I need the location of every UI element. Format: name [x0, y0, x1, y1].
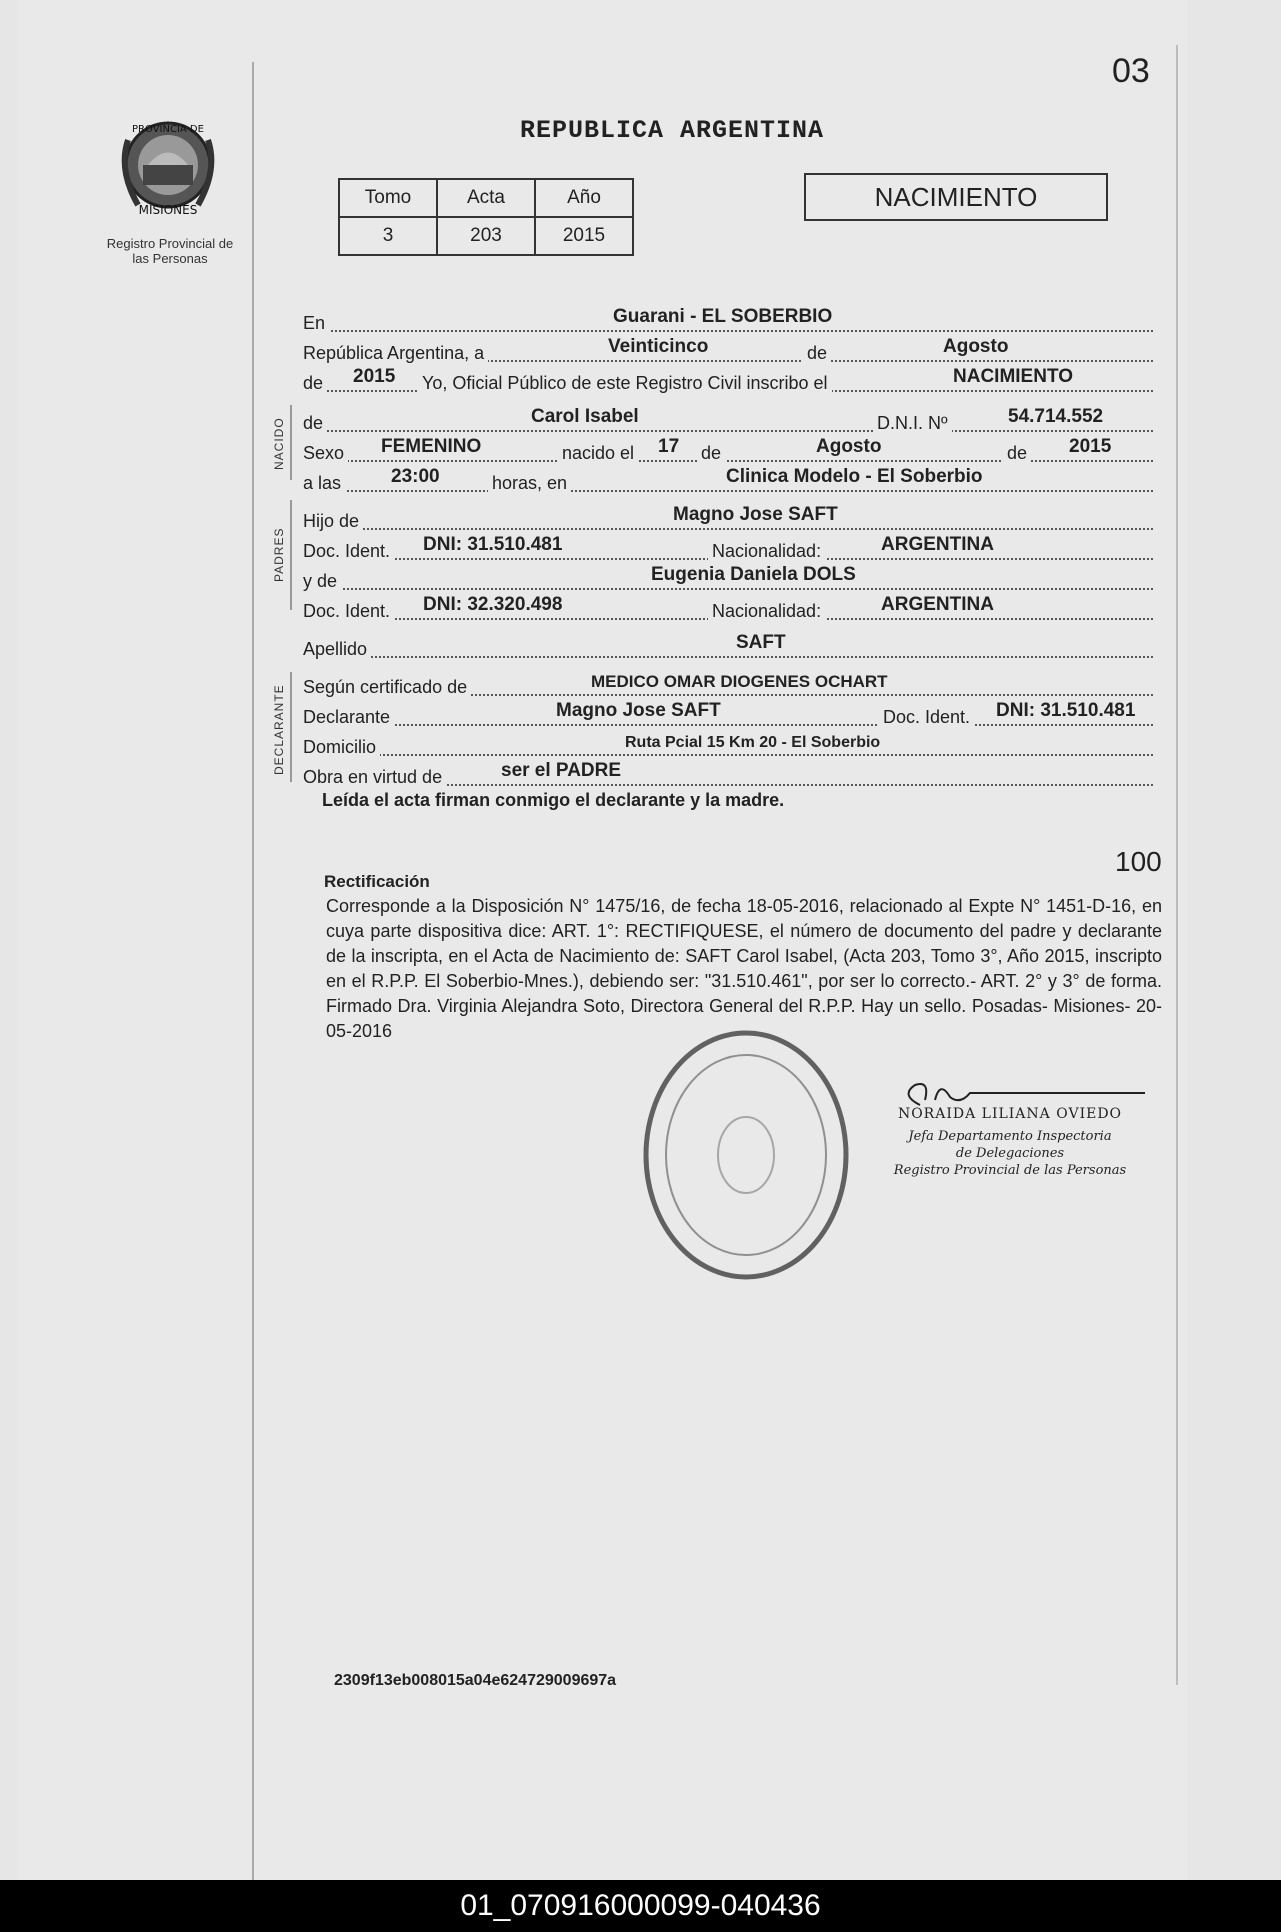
label-mother-nat: Nacionalidad: — [708, 601, 825, 622]
value-dni: 54.714.552 — [1008, 406, 1104, 427]
header-ano: Año — [535, 179, 633, 217]
label-mother-doc: Doc. Ident. — [303, 601, 394, 622]
value-sexo: FEMENINO — [381, 436, 482, 457]
header-acta: Acta — [437, 179, 535, 217]
document-hash: 2309f13eb008015a04e624729009697a — [334, 1672, 617, 1689]
label-republica: República Argentina, a — [303, 343, 488, 364]
value-birth-year: 2015 — [1069, 436, 1112, 457]
signatory-role-line2: de Delegaciones — [955, 1146, 1065, 1161]
value-father-nat: ARGENTINA — [881, 534, 994, 555]
label-certificado: Según certificado de — [303, 677, 471, 698]
signatory-role-line3: Registro Provincial de las Personas — [893, 1163, 1127, 1178]
row-time — [303, 460, 1153, 492]
value-father: Magno Jose SAFT — [673, 504, 838, 525]
label-sexo: Sexo — [303, 443, 348, 464]
value-surname: SAFT — [736, 632, 786, 653]
row-sexo — [303, 430, 1153, 462]
value-father-doc: DNI: 31.510.481 — [423, 534, 563, 555]
emblem-top-text: PROVINCIA DE — [132, 124, 204, 135]
value-decl-doc: DNI: 31.510.481 — [996, 700, 1136, 721]
label-hijo: Hijo de — [303, 511, 363, 532]
label-horas: horas, en — [488, 473, 571, 494]
annotation-number: 100 — [1115, 846, 1162, 877]
value-place: Clinica Modelo - El Soberbio — [726, 466, 983, 487]
row-yde — [303, 558, 1153, 590]
label-de: de — [803, 343, 831, 364]
left-margin-line — [252, 62, 254, 1880]
row-obra — [303, 754, 1153, 786]
value-declarante: Magno Jose SAFT — [556, 700, 721, 721]
label-en: En — [303, 313, 329, 334]
value-event: NACIMIENTO — [953, 366, 1073, 387]
document-title: REPUBLICA ARGENTINA — [520, 116, 825, 145]
row-year — [303, 360, 1153, 392]
value-tomo: 3 — [339, 217, 437, 255]
label-father-nat: Nacionalidad: — [708, 541, 825, 562]
right-margin-line — [1176, 45, 1178, 1685]
logo-caption: Registro Provincial de las Personas — [106, 236, 234, 266]
signatory-role-line1: Jefa Departamento Inspectoria — [908, 1129, 1112, 1144]
value-name: Carol Isabel — [531, 406, 639, 427]
value-birth-month: Agosto — [816, 436, 882, 457]
value-time: 23:00 — [391, 466, 440, 487]
value-mother-nat: ARGENTINA — [881, 594, 994, 615]
nacido-section-label: NACIDO — [272, 417, 286, 470]
signatory-role — [860, 1128, 1160, 1179]
label-obra: Obra en virtud de — [303, 767, 446, 788]
header-tomo: Tomo — [339, 179, 437, 217]
label-yde: y de — [303, 571, 341, 592]
row-en — [303, 300, 1153, 332]
row-father-doc — [303, 528, 1153, 560]
label-father-doc: Doc. Ident. — [303, 541, 394, 562]
nacido-section-bar — [290, 405, 292, 480]
value-acta: 203 — [437, 217, 535, 255]
scan-footer-id: 01_070916000099-040436 — [0, 1880, 1281, 1932]
label-alas: a las — [303, 473, 345, 494]
page-number: 03 — [1112, 52, 1150, 90]
padres-section-label: PADRES — [272, 527, 286, 582]
padres-section-bar — [290, 500, 292, 610]
coat-of-arms-logo — [108, 110, 228, 235]
row-domicilio — [303, 724, 1153, 756]
label-dni: D.N.I. Nº — [873, 413, 952, 434]
value-month: Agosto — [943, 336, 1009, 357]
registry-table — [338, 178, 634, 256]
row-mother-doc — [303, 588, 1153, 620]
value-mother: Eugenia Daniela DOLS — [651, 564, 856, 585]
value-mother-doc: DNI: 32.320.498 — [423, 594, 563, 615]
rectification-title: Rectificación — [324, 872, 430, 891]
value-ano: 2015 — [535, 217, 633, 255]
label-oficial: Yo, Oficial Público de este Registro Civil inscribo el — [418, 373, 832, 394]
emblem-bottom-text: MISIONES — [138, 203, 198, 217]
value-certificate: MEDICO OMAR DIOGENES OCHART — [591, 672, 888, 691]
value-year: 2015 — [353, 366, 396, 387]
label-birth-de: de — [697, 443, 725, 464]
row-hijo — [303, 498, 1153, 530]
rectification-body: Corresponde a la Disposición N° 1475/16, de fecha 18-05-2016, relacionado al Expte N° 1451-D-16, en cuya parte dispositiva dice: ART. 1°: RECTIFIQUESE, el número de documento del padre y declarante de la inscripta, en el Acta de Nacimiento de: SAFT Carol Isabel, (Acta 203, Tomo 3°, Año 2015, inscripto en el R.P.P. El Soberbio-Mnes.), debiendo ser: "31.510.461", por ser lo correcto.- ART. 2° y 3° de forma. Firmado Dra. Virginia Alejandra Soto, Directora General del R.P.P. Hay un sello. Posadas- Misiones- 20-05-2016 — [326, 896, 1162, 1041]
label-apellido: Apellido — [303, 639, 371, 660]
label-domicilio: Domicilio — [303, 737, 380, 758]
label-declarante: Declarante — [303, 707, 394, 728]
label-nacido: nacido el — [558, 443, 638, 464]
value-domicilio: Ruta Pcial 15 Km 20 - El Soberbio — [625, 734, 881, 751]
signatory-name: NORAIDA LILIANA OVIEDO — [897, 1106, 1123, 1122]
signature-statement: Leída el acta firman conmigo el declarante y la madre. — [322, 790, 785, 810]
label-name-de: de — [303, 413, 327, 434]
row-apellido — [303, 626, 1153, 658]
value-day-text: Veinticinco — [608, 336, 709, 357]
label-decl-doc: Doc. Ident. — [879, 707, 974, 728]
value-birth-day: 17 — [658, 436, 680, 457]
declarante-section-label: DECLARANTE — [272, 684, 286, 775]
value-location: Guarani - EL SOBERBIO — [613, 306, 833, 327]
row-republica — [303, 330, 1153, 362]
row-name — [303, 400, 1153, 432]
value-obra: ser el PADRE — [501, 760, 622, 781]
row-declarante — [303, 694, 1153, 726]
document-type-box: NACIMIENTO — [804, 173, 1108, 221]
row-certificado — [303, 664, 1153, 696]
label-year-de: de — [303, 373, 327, 394]
official-seal-stamp — [636, 1025, 856, 1285]
declarante-section-bar — [290, 672, 292, 782]
label-birth-de2: de — [1003, 443, 1031, 464]
